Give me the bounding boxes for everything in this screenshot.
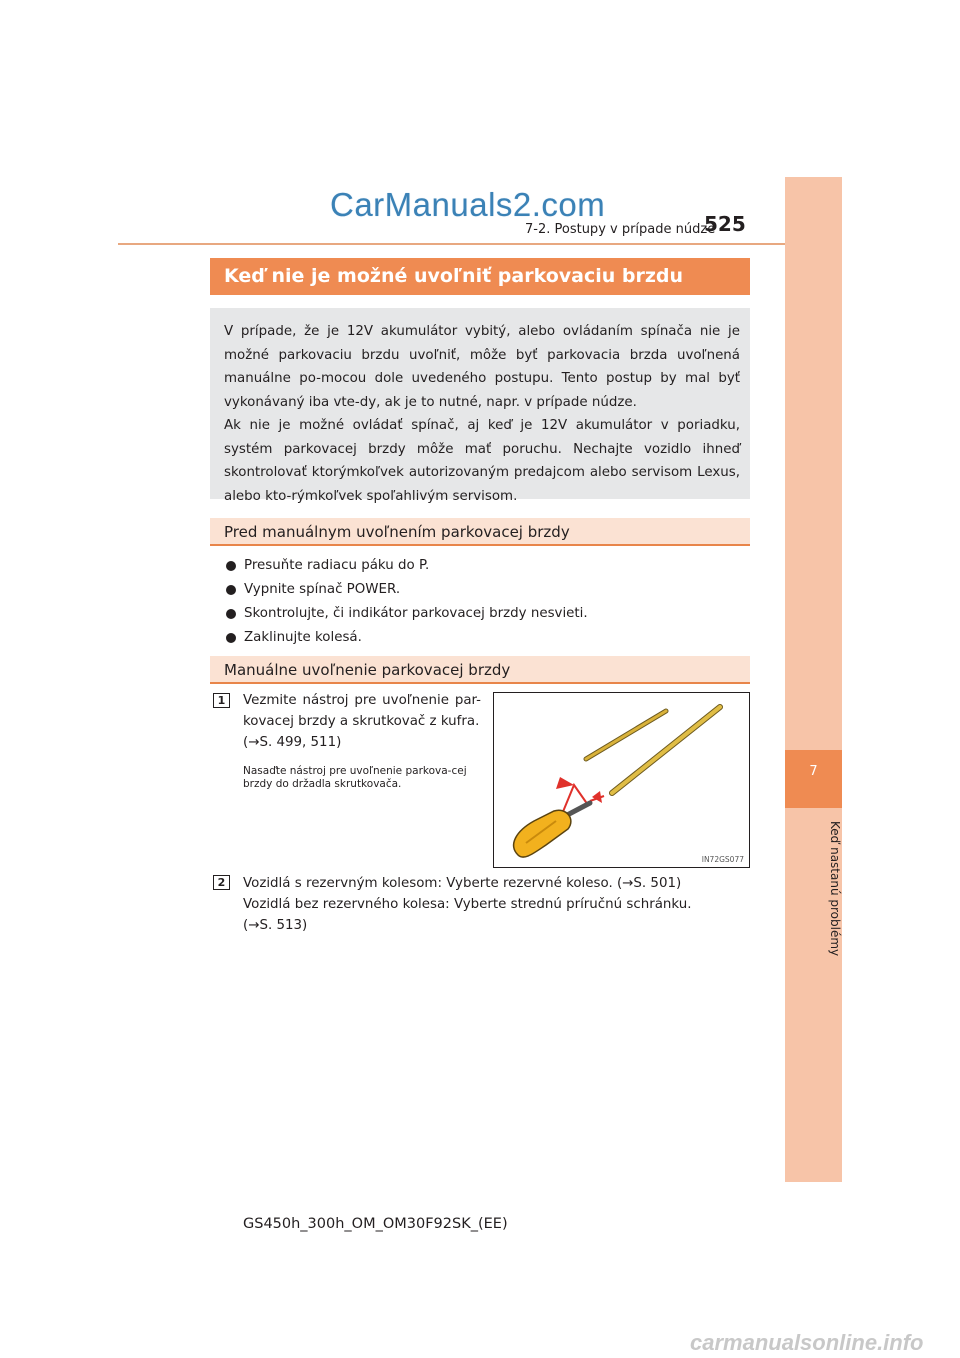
step-2-badge: 2 <box>213 875 230 890</box>
intro-box <box>210 308 750 504</box>
side-tab-strip <box>785 177 842 1182</box>
before-release-list <box>226 554 746 650</box>
step-1-note: Nasaďte nástroj pre uvoľnenie parkova-cej brzdy do držadla skrutkovača. <box>243 765 467 790</box>
side-tab-chapter-title: Keď nastanú problémy <box>828 821 842 957</box>
list-item: Vypnite spínač POWER. <box>226 578 746 602</box>
list-item: Presuňte radiacu páku do P. <box>226 554 746 578</box>
screwdriver-tool-icon <box>494 693 749 867</box>
step-1-badge: 1 <box>213 693 230 708</box>
bullet-icon <box>226 585 236 595</box>
header-rule <box>118 243 842 245</box>
step-1-text: Vezmite nástroj pre uvoľnenie par-kovacej brzdy a skrutkovač z kufra. (→S. 499, 511) <box>243 693 481 750</box>
watermark-bottom: carmanualsonline.info <box>690 1330 924 1355</box>
list-item: Skontrolujte, či indikátor parkovacej brzdy nesvieti. <box>226 602 746 626</box>
page-number: 525 <box>704 212 746 236</box>
bullet-icon <box>226 561 236 571</box>
before-release-heading: Pred manuálnym uvoľnením parkovacej brzdy <box>210 518 750 546</box>
side-tab-chapter-box <box>785 750 842 808</box>
section-heading: 7-2. Postupy v prípade núdze <box>525 222 716 237</box>
page-title: Keď nie je možné uvoľniť parkovaciu brzdu <box>210 258 750 295</box>
list-item: Zaklinujte kolesá. <box>226 626 746 650</box>
side-tab-chapter-number: 7 <box>809 764 818 779</box>
watermark-top: CarManuals2.com <box>330 186 606 223</box>
figure-code: IN72GS077 <box>701 855 744 864</box>
bullet-icon <box>226 633 236 643</box>
manual-release-heading: Manuálne uvoľnenie parkovacej brzdy <box>210 656 750 684</box>
tool-illustration <box>493 692 750 868</box>
intro-paragraph-1: V prípade, že je 12V akumulátor vybitý, alebo ovládaním spínača nie je možné parkovaciu brzdu uvoľniť, môže byť parkovacia brzda uvoľnená manuálne po-mocou dole uvedeného postupu. Tento postup by mal byť vykonávaný iba vte-dy, ak je to nutné, napr. v prípade núdze. <box>224 324 740 410</box>
step-2-text: Vozidlá s rezervným kolesom: Vyberte rezervné koleso. (→S. 501) Vozidlá bez rezervného kolesa: Vyberte strednú príručnú schránku. (→S. 513) <box>243 876 692 933</box>
document-code: GS450h_300h_OM_OM30F92SK_(EE) <box>243 1216 508 1232</box>
intro-paragraph-2: Ak nie je možné ovládať spínač, aj keď je 12V akumulátor v poriadku, systém parkovacej brzdy môže mať poruchu. Nechajte vozidlo ihneď skontrolovať ktorýmkoľvek autorizovaným predajcom alebo servisom Lexus, alebo kto-rýmkoľvek spoľahlivým servisom. <box>224 418 740 504</box>
bullet-icon <box>226 609 236 619</box>
